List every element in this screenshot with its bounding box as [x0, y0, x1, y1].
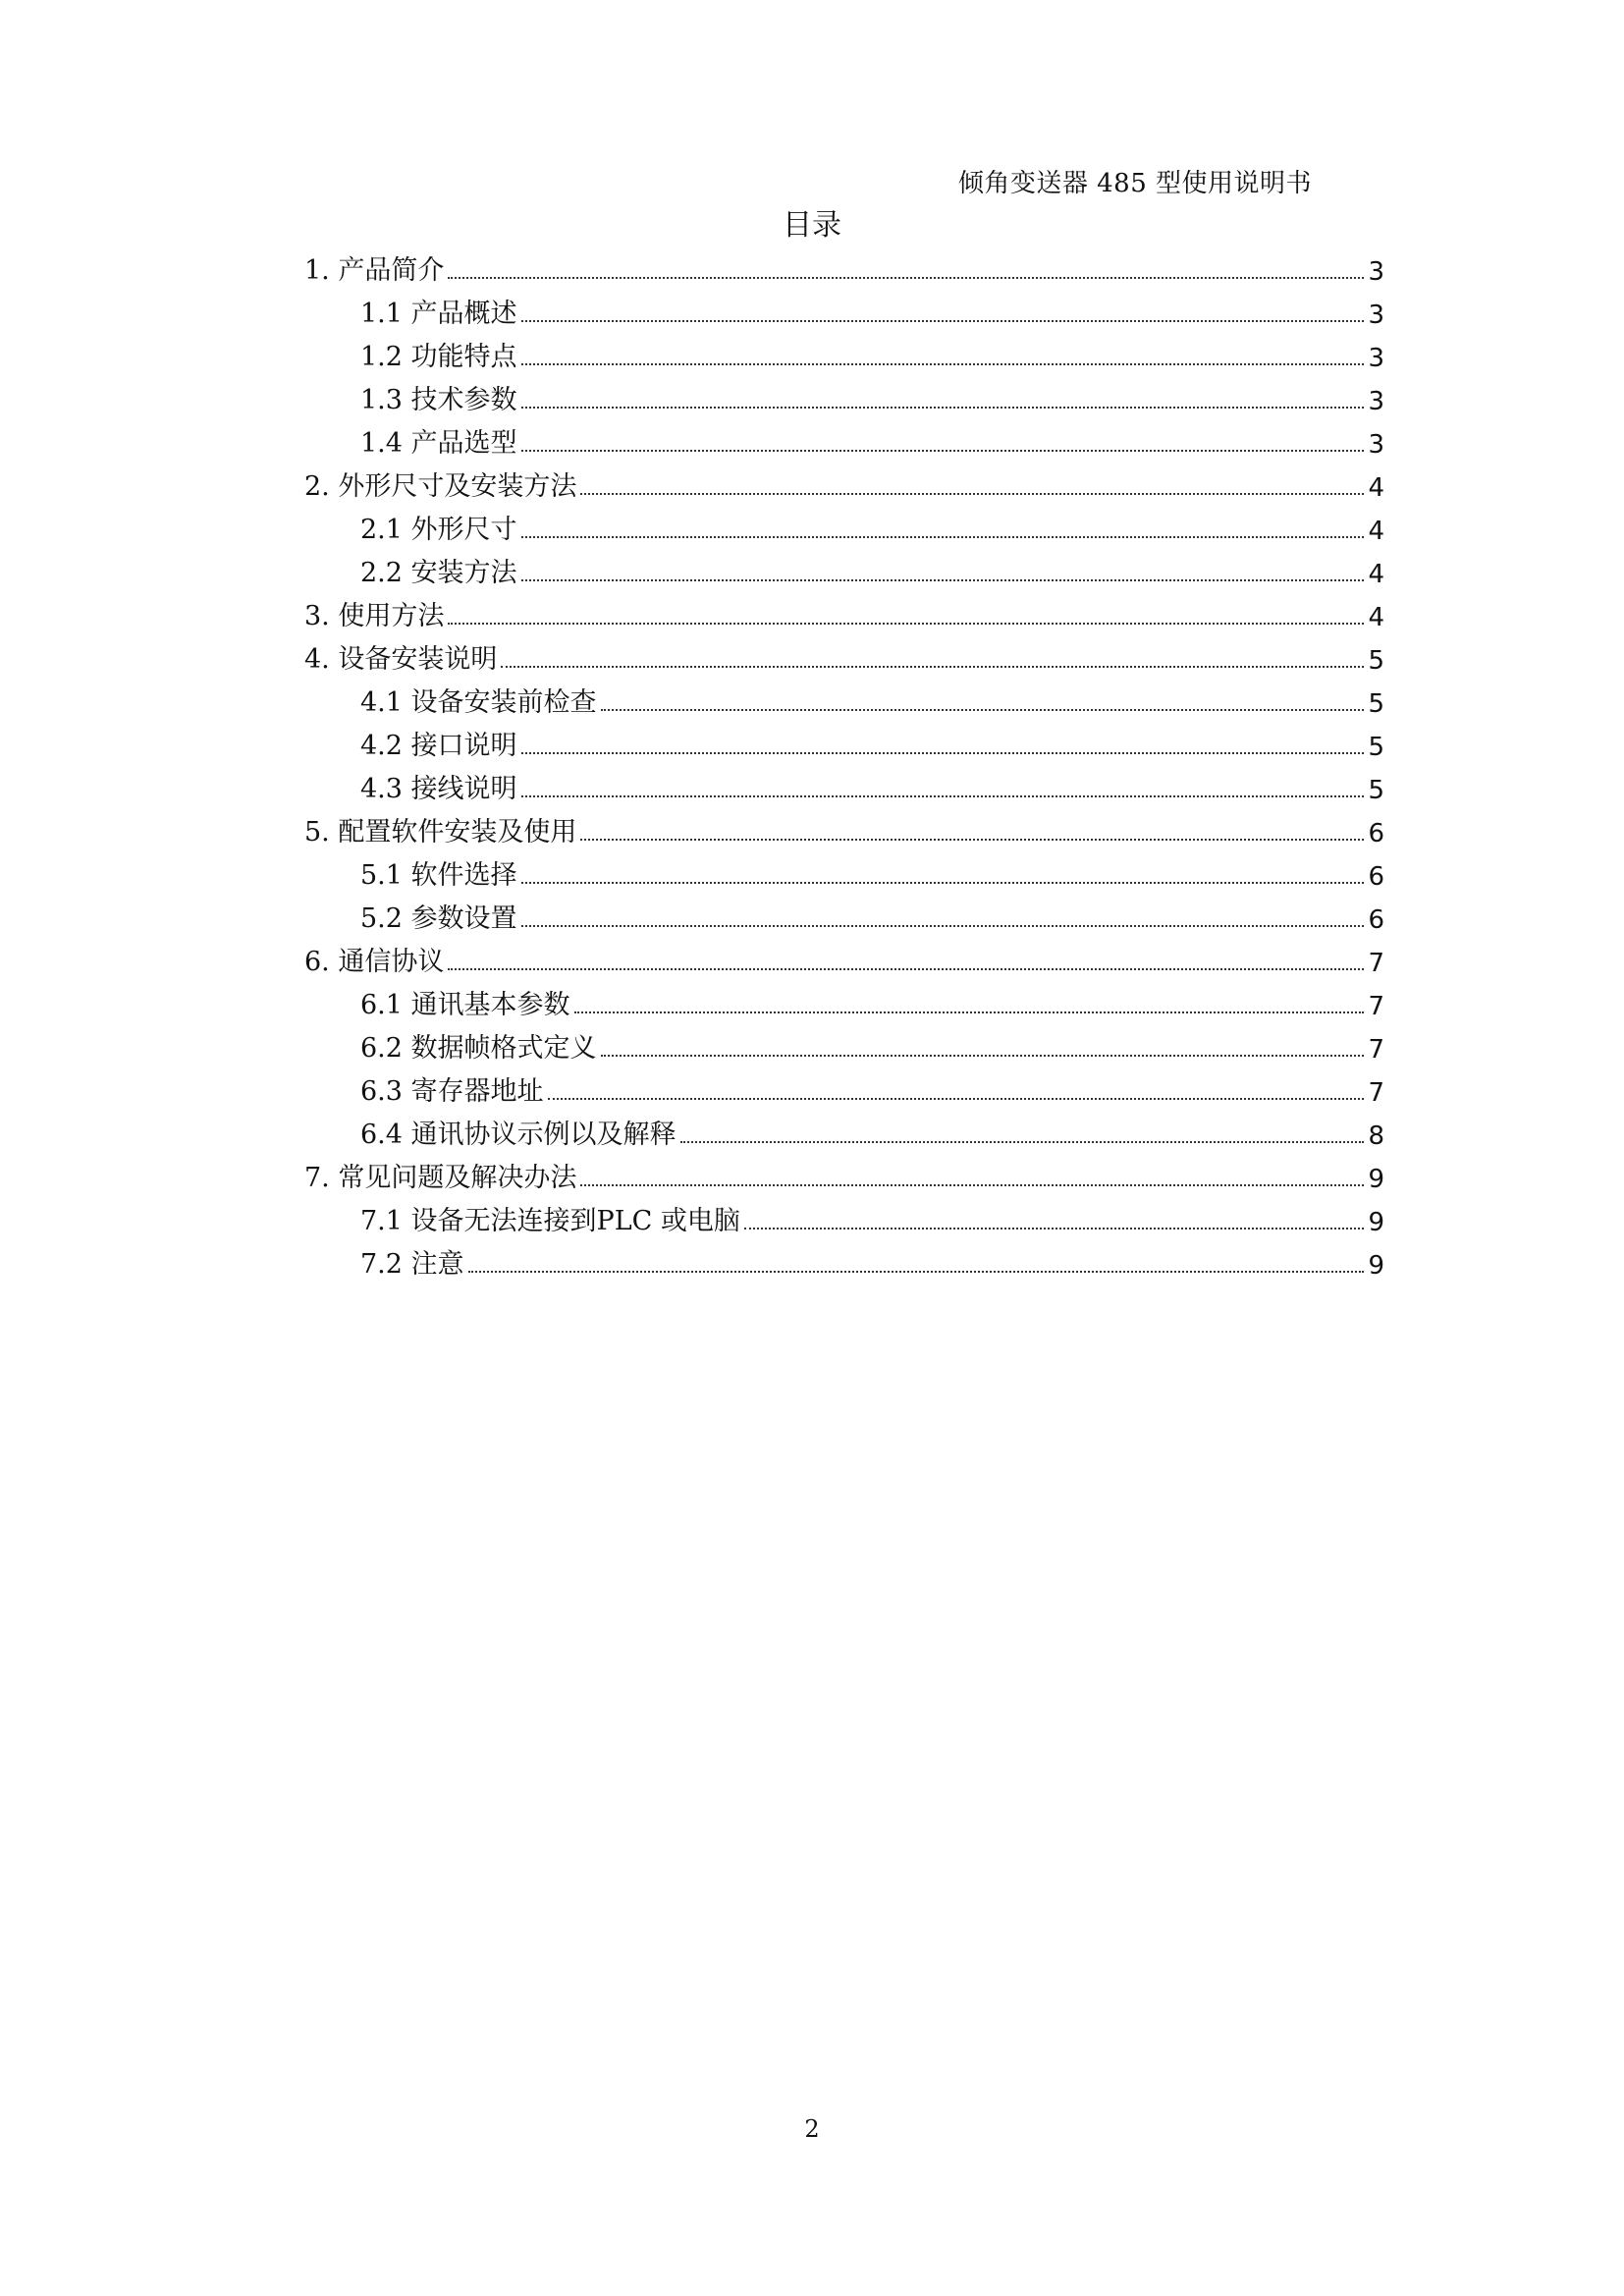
toc-entry-label: 4.3 接线说明 — [360, 774, 517, 804]
dot-leader — [521, 320, 1365, 322]
toc-entry-page: 4 — [1368, 603, 1384, 632]
toc-entry-page: 6 — [1368, 862, 1384, 892]
dot-leader — [548, 1098, 1365, 1100]
dot-leader — [521, 882, 1365, 884]
toc-entry[interactable] — [304, 1108, 1384, 1151]
toc-entry[interactable] — [304, 848, 1384, 892]
dot-leader — [521, 407, 1365, 409]
dot-leader — [744, 1228, 1365, 1230]
toc-entry[interactable] — [304, 546, 1384, 589]
toc-entry-label: 6.3 寄存器地址 — [360, 1076, 544, 1107]
dot-leader — [468, 1271, 1365, 1273]
toc-entry[interactable] — [304, 978, 1384, 1021]
dot-leader — [448, 277, 1364, 279]
dot-leader — [580, 493, 1364, 495]
dot-leader — [580, 1184, 1364, 1186]
toc-entry-page: 4 — [1368, 473, 1384, 503]
toc-entry-page: 6 — [1368, 905, 1384, 935]
toc-entry-page: 5 — [1368, 733, 1384, 762]
toc-entry-label: 1.3 技术参数 — [360, 385, 517, 415]
toc-entry-label: 4.2 接口说明 — [360, 731, 517, 761]
table-of-contents — [304, 244, 1384, 1281]
toc-entry-label: 7. 常见问题及解决办法 — [304, 1163, 577, 1193]
toc-entry-label: 5.2 参数设置 — [360, 903, 517, 934]
dot-leader — [521, 536, 1365, 538]
toc-entry-label: 1.1 产品概述 — [360, 299, 517, 329]
dot-leader — [521, 579, 1365, 581]
toc-entry-label: 7.2 注意 — [360, 1249, 464, 1280]
toc-entry-page: 5 — [1368, 646, 1384, 676]
toc-entry[interactable] — [304, 632, 1384, 676]
toc-entry-page: 3 — [1368, 301, 1384, 330]
page-number: 2 — [804, 2115, 820, 2143]
toc-entry-page: 7 — [1368, 949, 1384, 978]
toc-entry[interactable] — [304, 287, 1384, 330]
toc-entry-page: 7 — [1368, 1035, 1384, 1065]
running-header: 倾角变送器 485 型使用说明书 — [957, 169, 1312, 198]
toc-entry[interactable] — [304, 762, 1384, 805]
toc-entry-page: 3 — [1368, 344, 1384, 373]
toc-entry-label: 7.1 设备无法连接到PLC 或电脑 — [360, 1206, 740, 1236]
toc-entry-page: 9 — [1368, 1165, 1384, 1194]
dot-leader — [521, 450, 1365, 452]
toc-entry-label: 5.1 软件选择 — [360, 860, 517, 891]
toc-entry-page: 3 — [1368, 387, 1384, 416]
toc-entry[interactable] — [304, 719, 1384, 762]
toc-entry-page: 5 — [1368, 776, 1384, 805]
toc-entry-page: 4 — [1368, 560, 1384, 589]
toc-entry-page: 3 — [1368, 430, 1384, 460]
toc-entry-label: 5. 配置软件安装及使用 — [304, 817, 577, 847]
toc-entry-label: 6. 通信协议 — [304, 947, 445, 977]
dot-leader — [521, 752, 1365, 754]
toc-entry-label: 6.4 通讯协议示例以及解释 — [360, 1120, 677, 1150]
toc-entry-page: 3 — [1368, 257, 1384, 287]
toc-entry-label: 2. 外形尺寸及安装方法 — [304, 471, 577, 502]
toc-entry[interactable] — [304, 589, 1384, 632]
dot-leader — [574, 1011, 1365, 1013]
toc-entry-label: 2.1 外形尺寸 — [360, 515, 517, 545]
toc-entry-page: 7 — [1368, 992, 1384, 1021]
toc-entry-label: 4. 设备安装说明 — [304, 644, 498, 675]
dot-leader — [680, 1141, 1365, 1143]
toc-entry-page: 6 — [1368, 819, 1384, 848]
toc-entry[interactable] — [304, 373, 1384, 416]
toc-entry[interactable] — [304, 1151, 1384, 1194]
dot-leader — [448, 623, 1364, 625]
toc-entry[interactable] — [304, 805, 1384, 848]
toc-title: 目录 — [783, 208, 841, 243]
toc-entry[interactable] — [304, 1237, 1384, 1281]
dot-leader — [521, 795, 1365, 797]
toc-entry[interactable] — [304, 676, 1384, 719]
toc-entry-page: 7 — [1368, 1078, 1384, 1108]
toc-entry-label: 1.4 产品选型 — [360, 428, 517, 459]
toc-entry-page: 5 — [1368, 689, 1384, 719]
toc-entry-page: 9 — [1368, 1208, 1384, 1237]
toc-entry-page: 9 — [1368, 1251, 1384, 1281]
toc-entry-label: 3. 使用方法 — [304, 601, 445, 631]
dot-leader — [501, 666, 1364, 668]
dot-leader — [601, 709, 1365, 711]
dot-leader — [601, 1055, 1365, 1057]
toc-entry-page: 8 — [1368, 1121, 1384, 1151]
toc-entry-page: 4 — [1368, 517, 1384, 546]
dot-leader — [521, 363, 1365, 365]
toc-entry-label: 6.1 通讯基本参数 — [360, 990, 570, 1020]
toc-entry-label: 1.2 功能特点 — [360, 342, 517, 372]
toc-entry[interactable] — [304, 892, 1384, 935]
toc-entry[interactable] — [304, 503, 1384, 546]
dot-leader — [448, 968, 1364, 970]
toc-entry[interactable] — [304, 1065, 1384, 1108]
toc-entry[interactable] — [304, 460, 1384, 503]
dot-leader — [580, 839, 1364, 841]
toc-entry-label: 2.2 安装方法 — [360, 558, 517, 588]
toc-entry[interactable] — [304, 1194, 1384, 1237]
toc-entry[interactable] — [304, 1021, 1384, 1065]
toc-entry[interactable] — [304, 244, 1384, 287]
toc-entry[interactable] — [304, 330, 1384, 373]
toc-entry-label: 4.1 设备安装前检查 — [360, 687, 597, 718]
toc-entry[interactable] — [304, 935, 1384, 978]
toc-entry-label: 1. 产品简介 — [304, 255, 445, 286]
toc-entry[interactable] — [304, 416, 1384, 460]
toc-entry-label: 6.2 数据帧格式定义 — [360, 1033, 597, 1064]
dot-leader — [521, 925, 1365, 927]
